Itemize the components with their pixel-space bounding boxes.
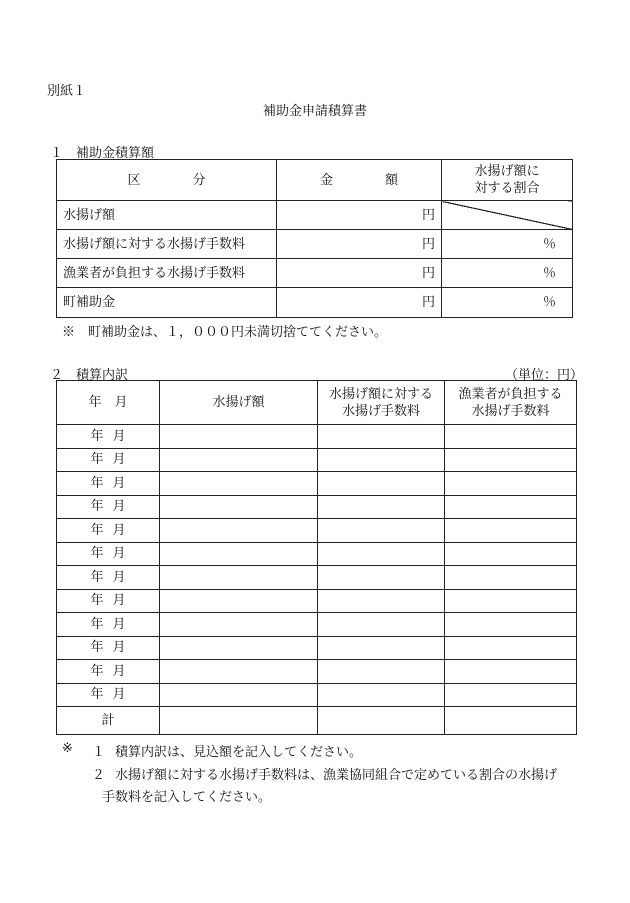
year-label: 年 <box>90 569 104 585</box>
burden-cell[interactable] <box>445 636 577 660</box>
row-label: 水揚げ額に対する水揚げ手数料 <box>57 230 277 259</box>
period-cell[interactable] <box>57 613 160 637</box>
period-cell[interactable] <box>57 566 160 590</box>
document-title: 補助金申請積算書 <box>263 104 368 119</box>
year-month-label <box>90 498 125 515</box>
row-label: 漁業者が負担する水揚げ手数料 <box>57 259 277 288</box>
header-burden <box>445 381 577 425</box>
catch-cell[interactable] <box>160 636 318 660</box>
header-burden-line2: 水揚げ手数料 <box>471 403 550 419</box>
table-header-row <box>57 381 577 425</box>
catch-cell[interactable] <box>160 660 318 684</box>
row-label: 町補助金 <box>57 288 277 318</box>
fee-cell[interactable] <box>318 589 445 613</box>
fee-cell[interactable] <box>318 519 445 543</box>
burden-cell[interactable] <box>445 683 577 707</box>
header-fee <box>318 381 445 425</box>
table-row <box>57 683 577 707</box>
row-label: 水揚げ額 <box>57 201 277 230</box>
fee-cell[interactable] <box>318 425 445 449</box>
ratio-cell[interactable]: ％ <box>442 288 573 318</box>
catch-cell[interactable] <box>160 683 318 707</box>
header-fee-line1: 水揚げ額に対する <box>328 386 433 402</box>
total-fee-cell[interactable] <box>318 707 445 735</box>
table-row <box>57 589 577 613</box>
header-ratio-line2: 対する割合 <box>474 181 540 196</box>
header-ratio-line1: 水揚げ額に <box>474 164 540 179</box>
table-row <box>57 201 573 230</box>
catch-cell[interactable] <box>160 472 318 496</box>
attachment-label: 別紙１ <box>47 84 87 99</box>
year-label: 年 <box>90 640 104 656</box>
catch-cell[interactable] <box>160 425 318 449</box>
month-label: 月 <box>112 569 126 585</box>
note1-text: 積算内訳は、見込額を記入してください。 <box>115 745 363 760</box>
year-month-label <box>90 428 125 445</box>
unit-note: （単位：円） <box>505 368 584 383</box>
catch-cell[interactable] <box>160 495 318 519</box>
table-row <box>57 495 577 519</box>
table-row <box>57 425 577 449</box>
burden-cell[interactable] <box>445 613 577 637</box>
section2-heading: ２ 積算内訳 <box>50 368 129 383</box>
burden-cell[interactable] <box>445 448 577 472</box>
section1-heading: １ 補助金積算額 <box>50 146 155 161</box>
month-label: 月 <box>112 640 126 656</box>
month-rows <box>57 425 577 707</box>
period-cell[interactable] <box>57 683 160 707</box>
fee-cell[interactable] <box>318 472 445 496</box>
year-label: 年 <box>90 593 104 609</box>
year-month-label <box>90 639 125 656</box>
year-month-label <box>90 592 125 609</box>
table-row <box>57 542 577 566</box>
subsidy-calculation-table <box>56 159 573 318</box>
month-label: 月 <box>112 663 126 679</box>
year-label: 年 <box>90 452 104 468</box>
section1-note: ※ 町補助金は、１，０００円未満切捨ててください。 <box>62 325 388 340</box>
header-fee-line2: 水揚げ手数料 <box>341 403 420 419</box>
catch-cell[interactable] <box>160 542 318 566</box>
fee-cell[interactable] <box>318 660 445 684</box>
month-label: 月 <box>112 593 126 609</box>
period-cell[interactable] <box>57 636 160 660</box>
burden-cell[interactable] <box>445 566 577 590</box>
amount-cell[interactable]: 円 <box>277 201 442 230</box>
period-cell[interactable] <box>57 519 160 543</box>
burden-cell[interactable] <box>445 589 577 613</box>
period-cell[interactable] <box>57 542 160 566</box>
note-mark: ※ <box>62 741 73 756</box>
ratio-cell[interactable]: ％ <box>442 230 573 259</box>
total-label: 計 <box>57 707 160 735</box>
month-label: 月 <box>112 522 126 538</box>
note2-text-line2: 手数料を記入してください。 <box>102 790 272 805</box>
year-month-label <box>90 545 125 562</box>
month-label: 月 <box>112 616 126 632</box>
month-label: 月 <box>112 499 126 515</box>
fee-cell[interactable] <box>318 613 445 637</box>
catch-cell[interactable] <box>160 613 318 637</box>
note1-number: １ <box>92 745 106 760</box>
month-label: 月 <box>112 428 126 444</box>
ratio-cell-crossed <box>442 201 573 230</box>
burden-cell[interactable] <box>445 519 577 543</box>
catch-cell[interactable] <box>160 566 318 590</box>
catch-cell[interactable] <box>160 519 318 543</box>
fee-cell[interactable] <box>318 495 445 519</box>
breakdown-table <box>56 380 577 735</box>
fee-cell[interactable] <box>318 636 445 660</box>
table-row <box>57 448 577 472</box>
year-label: 年 <box>90 546 104 562</box>
year-month-label <box>90 663 125 680</box>
month-label: 月 <box>112 475 126 491</box>
table-row <box>57 566 577 590</box>
total-burden-cell[interactable] <box>445 707 577 735</box>
year-label: 年 <box>90 428 104 444</box>
table-row <box>57 660 577 684</box>
year-label: 年 <box>90 475 104 491</box>
header-burden-line1: 漁業者が負担する <box>458 386 563 402</box>
catch-cell[interactable] <box>160 448 318 472</box>
fee-cell[interactable] <box>318 542 445 566</box>
table-row <box>57 230 573 259</box>
burden-cell[interactable] <box>445 660 577 684</box>
year-label: 年 <box>90 663 104 679</box>
note2-number: ２ <box>92 768 106 783</box>
period-cell[interactable] <box>57 495 160 519</box>
year-label: 年 <box>90 499 104 515</box>
header-catch: 水揚げ額 <box>160 381 318 425</box>
header-amount: 金 額 <box>277 160 442 201</box>
burden-cell[interactable] <box>445 425 577 449</box>
year-month-label <box>90 569 125 586</box>
table-row <box>57 613 577 637</box>
fee-cell[interactable] <box>318 448 445 472</box>
period-cell[interactable] <box>57 589 160 613</box>
year-month-label <box>90 475 125 492</box>
amount-cell[interactable]: 円 <box>277 259 442 288</box>
burden-cell[interactable] <box>445 495 577 519</box>
burden-cell[interactable] <box>445 472 577 496</box>
year-label: 年 <box>90 616 104 632</box>
period-cell[interactable] <box>57 660 160 684</box>
table-row <box>57 636 577 660</box>
year-month-label <box>90 686 125 703</box>
header-category: 区 分 <box>57 160 277 201</box>
table-row <box>57 259 573 288</box>
note2-text-line1: 水揚げ額に対する水揚げ手数料は、漁業協同組合で定めている割合の水揚げ <box>115 768 558 783</box>
table-header-row <box>57 160 573 201</box>
year-month-label <box>90 616 125 633</box>
table-row <box>57 288 573 318</box>
month-label: 月 <box>112 546 126 562</box>
year-label: 年 <box>90 522 104 538</box>
catch-cell[interactable] <box>160 589 318 613</box>
fee-cell[interactable] <box>318 683 445 707</box>
month-label: 月 <box>112 452 126 468</box>
amount-cell[interactable]: 円 <box>277 288 442 318</box>
burden-cell[interactable] <box>445 542 577 566</box>
year-month-label <box>90 522 125 539</box>
period-cell[interactable] <box>57 425 160 449</box>
header-ratio <box>442 160 573 201</box>
header-period: 年 月 <box>57 381 160 425</box>
month-label: 月 <box>112 687 126 703</box>
period-cell[interactable] <box>57 472 160 496</box>
fee-cell[interactable] <box>318 566 445 590</box>
table-row <box>57 519 577 543</box>
table-row <box>57 472 577 496</box>
total-row <box>57 707 577 735</box>
year-month-label <box>90 451 125 468</box>
amount-cell[interactable]: 円 <box>277 230 442 259</box>
total-catch-cell[interactable] <box>160 707 318 735</box>
period-cell[interactable] <box>57 448 160 472</box>
year-label: 年 <box>90 687 104 703</box>
ratio-cell[interactable]: ％ <box>442 259 573 288</box>
